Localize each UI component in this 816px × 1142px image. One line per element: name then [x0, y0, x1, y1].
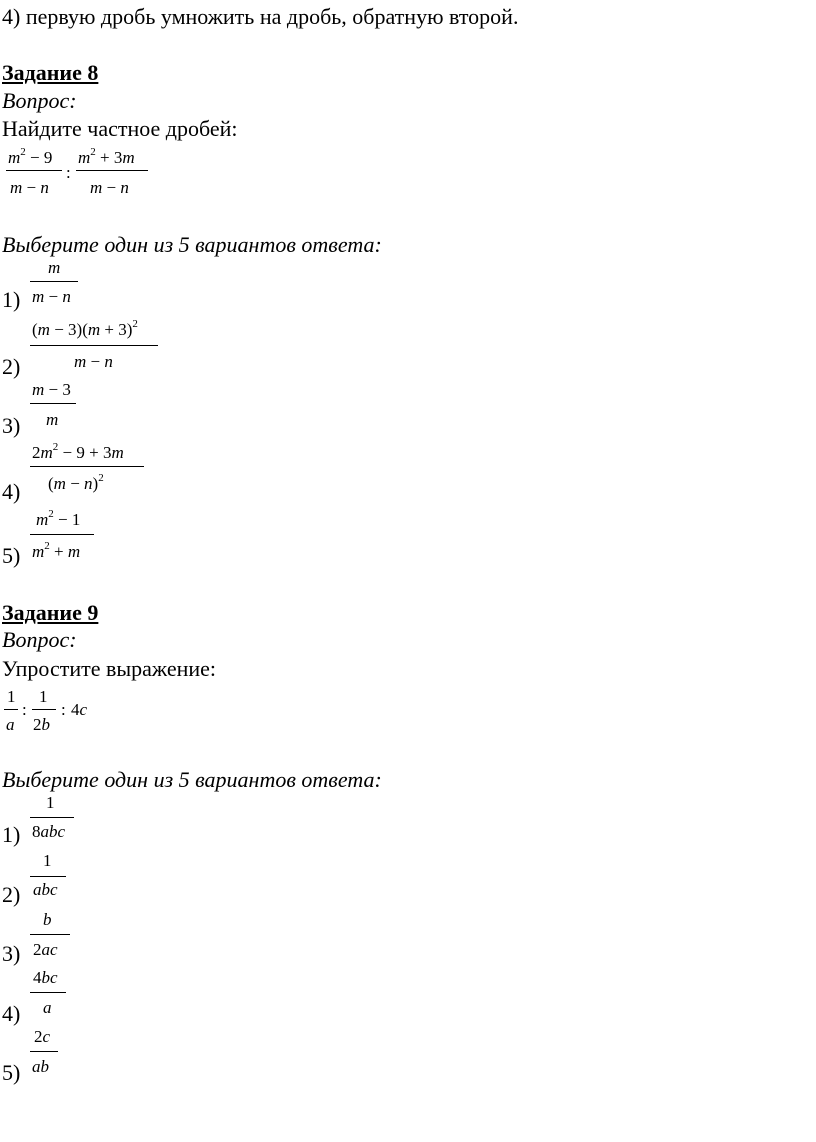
task9-expr-f1-den: a	[6, 715, 15, 734]
fraction-bar	[30, 345, 158, 346]
task9-expr-op1: :	[22, 700, 27, 719]
task8-expr-left-den: m − n	[10, 178, 49, 197]
task8-expr-right-den: m − n	[90, 178, 129, 197]
option-label: 4)	[2, 479, 21, 504]
option-den: 2ac	[33, 940, 58, 959]
option-label: 3)	[2, 941, 21, 966]
task9-expr-op2: :	[61, 700, 66, 719]
task9-expr-f1-num: 1	[7, 687, 16, 706]
task9-expr-f2-den: 2b	[33, 715, 50, 734]
option-num: 1	[46, 793, 55, 812]
fraction-bar	[76, 170, 148, 171]
option-num: 4bc	[33, 968, 58, 987]
option-label: 5)	[2, 543, 21, 568]
option-label: 1)	[2, 287, 21, 312]
option-num: m − 3	[32, 380, 71, 399]
fraction-bar	[6, 170, 62, 171]
option-num: m	[48, 258, 61, 277]
fraction-bar	[30, 992, 66, 993]
fraction-bar	[30, 281, 78, 282]
task8-question-text: Найдите частное дробей:	[2, 116, 238, 141]
fraction-bar	[32, 709, 56, 710]
option-den: $(m - n)^2$	[48, 472, 104, 493]
option-den: a	[43, 998, 52, 1017]
option-label: 2)	[2, 882, 21, 907]
task9-choose-text: Выберите один из 5 вариантов ответа:	[2, 767, 382, 792]
option-num: $m^2 - 1$	[36, 508, 81, 529]
task9-question-text: Упростите выражение:	[2, 656, 217, 681]
fraction-bar	[30, 403, 76, 404]
option-label: 3)	[2, 413, 21, 438]
task9-question-label: Вопрос:	[2, 627, 77, 652]
fraction-bar	[30, 934, 70, 935]
option-label: 1)	[2, 822, 21, 847]
option-label: 2)	[2, 354, 21, 379]
task9-expr-tail: 4c	[71, 700, 88, 719]
option-num: 1	[43, 851, 52, 870]
option-label: 5)	[2, 1060, 21, 1085]
fraction-bar	[30, 817, 74, 818]
task8-expr-left-num: $m^2 - 9$	[8, 146, 53, 167]
option-den: m − n	[32, 287, 71, 306]
intro-line: 4) первую дробь умножить на дробь, обратную второй.	[2, 4, 519, 29]
option-num: b	[43, 910, 52, 929]
fraction-bar	[30, 466, 144, 467]
option-den: abc	[33, 880, 58, 899]
task9-title: Задание 9	[2, 600, 99, 625]
task8-choose-text: Выберите один из 5 вариантов ответа:	[2, 232, 382, 257]
task8-title: Задание 8	[2, 60, 99, 85]
task8-expr-op: :	[66, 163, 71, 182]
option-num: 2c	[34, 1027, 51, 1046]
option-label: 4)	[2, 1001, 21, 1026]
option-num: $(m - 3)(m + 3)^2$	[32, 318, 138, 339]
task9-expr-f2-num: 1	[39, 687, 48, 706]
option-num: $2m^2 - 9 + 3m$	[32, 441, 124, 462]
fraction-bar	[30, 1051, 58, 1052]
fraction-bar	[4, 709, 18, 710]
option-den: m − n	[74, 352, 113, 371]
fraction-bar	[30, 876, 66, 877]
fraction-bar	[30, 534, 94, 535]
option-den: m	[46, 410, 59, 429]
option-den: ab	[32, 1057, 49, 1076]
task8-expr-right-num: $m^2 + 3m$	[78, 146, 135, 167]
task8-question-label: Вопрос:	[2, 88, 77, 113]
option-den: 8abc	[32, 822, 66, 841]
option-den: $m^2 + m$	[32, 540, 81, 561]
